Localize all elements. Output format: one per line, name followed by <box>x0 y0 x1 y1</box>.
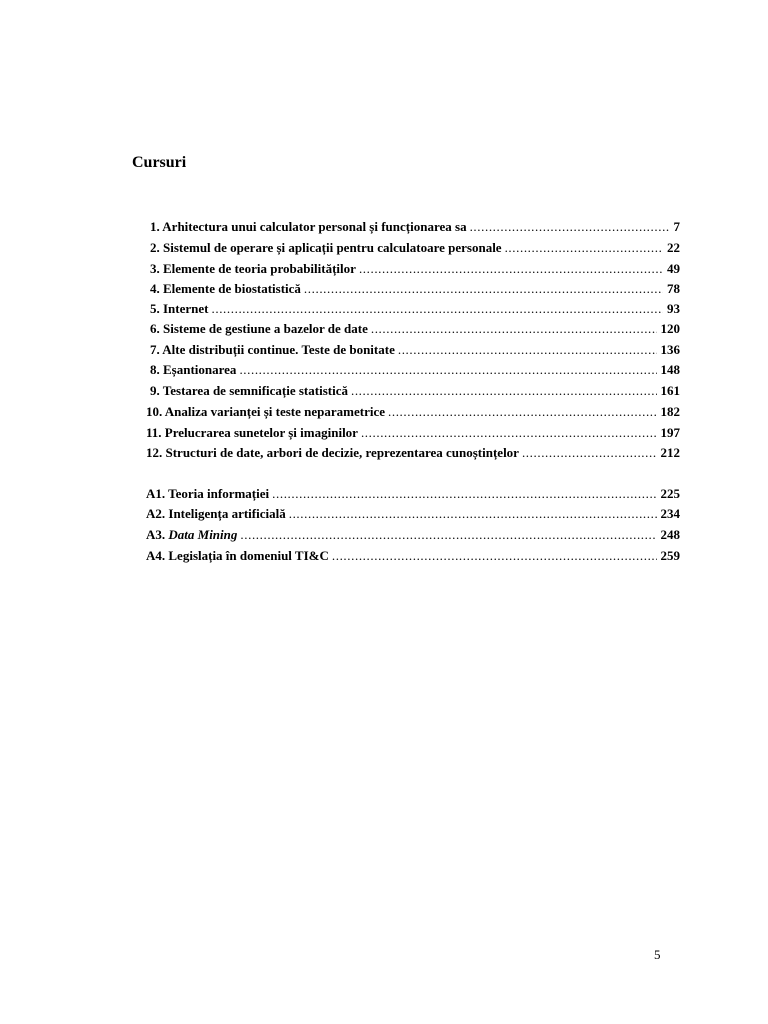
toc-entry[interactable] <box>146 402 680 421</box>
toc-entry-page: 234 <box>660 506 680 521</box>
toc-entry-page: 212 <box>660 445 680 460</box>
toc-entry-title: 8. Eșantionarea <box>150 362 237 377</box>
toc-leader <box>505 238 663 257</box>
appendix-prefix: A4. <box>146 548 169 563</box>
appendix-prefix: A2. <box>146 506 169 521</box>
toc-entry[interactable] <box>150 279 680 298</box>
toc-leader <box>361 423 657 442</box>
toc-entry-page: 120 <box>660 321 680 336</box>
toc-entry-title: 11. Prelucrarea sunetelor și imaginilor <box>146 425 358 440</box>
appendix-prefix: A1. <box>146 486 169 501</box>
toc-entry-title: 6. Sisteme de gestiune a bazelor de date <box>150 321 368 336</box>
toc-leader <box>289 504 657 523</box>
toc-entry-page: 93 <box>667 301 680 316</box>
toc-appendix-entry[interactable] <box>146 525 680 544</box>
toc-entry-title: 9. Testarea de semnificație statistică <box>150 383 348 398</box>
toc-appendix-entry[interactable] <box>146 546 680 565</box>
toc-entry-title <box>146 484 272 503</box>
toc-appendix-entry[interactable] <box>146 484 680 503</box>
toc-entry[interactable] <box>146 423 680 442</box>
toc-leader <box>351 381 657 400</box>
toc-entry-title <box>146 504 289 523</box>
toc-entry-page: 136 <box>660 342 680 357</box>
toc-leader <box>388 402 657 421</box>
toc-entry-page: 148 <box>660 362 680 377</box>
toc-entry-title: 5. Internet <box>150 301 209 316</box>
toc-leader <box>240 525 656 544</box>
toc-leader <box>332 546 657 565</box>
toc-entry-page: 248 <box>660 527 680 542</box>
toc-appendix-entry[interactable] <box>146 504 680 523</box>
toc-entry-title: 4. Elemente de biostatistică <box>150 281 301 296</box>
toc-entry-page: 182 <box>660 404 680 419</box>
appendix-title: Legislația în domeniul TI&C <box>168 548 329 563</box>
section-heading: Cursuri <box>132 154 187 171</box>
toc-entry[interactable] <box>150 259 680 278</box>
toc-leader <box>212 299 664 318</box>
toc-entry[interactable] <box>150 299 680 318</box>
toc-entry-title: 3. Elemente de teoria probabilităților <box>150 261 356 276</box>
toc-entry-page: 22 <box>667 240 680 255</box>
toc-entry-page: 7 <box>673 219 680 234</box>
toc-entry[interactable] <box>150 217 680 236</box>
toc-leader <box>398 340 657 359</box>
toc-leader <box>359 259 663 278</box>
toc-leader <box>272 484 656 503</box>
toc-entry[interactable] <box>146 443 680 462</box>
toc-entry-page: 197 <box>660 425 680 440</box>
toc-entry-title: 7. Alte distribuții continue. Teste de bonitate <box>150 342 395 357</box>
toc-entry[interactable] <box>150 238 680 257</box>
toc-leader <box>371 319 657 338</box>
appendix-prefix: A3. <box>146 527 169 542</box>
toc-leader <box>239 360 656 379</box>
toc-entry-title <box>146 525 240 544</box>
toc-entry-title: 1. Arhitectura unui calculator personal și funcționarea sa <box>150 219 467 234</box>
toc-leader <box>522 443 657 462</box>
toc-entry-title: 2. Sistemul de operare și aplicații pentru calculatoare personale <box>150 240 502 255</box>
toc-leader <box>304 279 663 298</box>
toc-entry-page: 49 <box>667 261 680 276</box>
toc-entry-title: 12. Structuri de date, arbori de decizie, reprezentarea cunoștințelor <box>146 445 519 460</box>
toc-entry-title <box>146 546 332 565</box>
toc-leader <box>470 217 670 236</box>
appendix-title: Inteligența artificială <box>168 506 286 521</box>
toc-entry-page: 161 <box>660 383 680 398</box>
page-number: 5 <box>654 947 661 962</box>
toc-entry-page: 225 <box>660 486 680 501</box>
toc-entry[interactable] <box>150 381 680 400</box>
toc-entry[interactable] <box>150 319 680 338</box>
toc-entry-title: 10. Analiza varianței și teste neparametrice <box>146 404 385 419</box>
toc-entry-page: 259 <box>660 548 680 563</box>
toc-entry[interactable] <box>150 340 680 359</box>
appendix-title: Teoria informației <box>168 486 270 501</box>
appendix-title: Data Mining <box>168 527 238 542</box>
toc-entry[interactable] <box>150 360 680 379</box>
toc-entry-page: 78 <box>667 281 680 296</box>
